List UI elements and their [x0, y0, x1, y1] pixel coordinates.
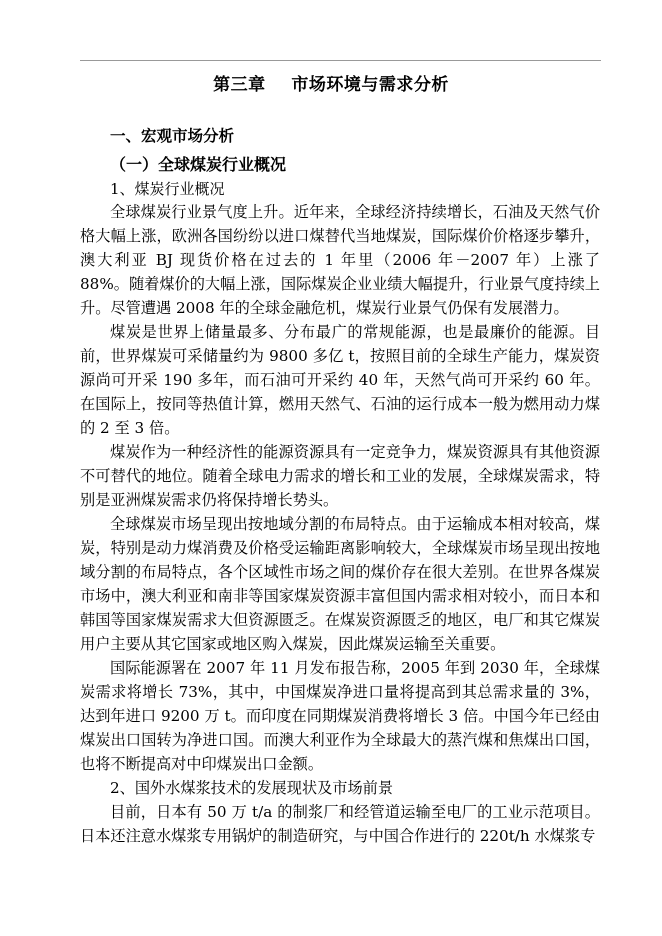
paragraph-3: 煤炭作为一种经济性的能源资源具有一定竞争力，煤炭资源具有其他资源不可替代的地位。随着全球电力需求的增长和工业的发展，全球煤炭需求，特别是亚洲煤炭需求仍将保持增长势头。	[80, 443, 600, 509]
item-heading-1: 1、煤炭行业概况	[110, 180, 225, 198]
section-heading: 一、宏观市场分析	[110, 127, 235, 145]
paragraph-1: 全球煤炭行业景气度上升。近年来，全球经济持续增长，石油及天然气价格大幅上涨，欧洲各国纷纷以进口煤替代当地煤炭，国际煤价价格逐步攀升，澳大利亚 BJ 现货价格在过去的 1 年里（2006 年－2007 年）上涨了 88%。随着煤价的大幅上涨，国际煤炭企业业绩大幅提升，行业景气度持续上升。尽管遭遇 2008 年的全球金融危机，煤炭行业景气仍保有发展潜力。	[80, 203, 600, 317]
paragraph-2: 煤炭是世界上储量最多、分布最广的常规能源，也是最廉价的能源。目前，世界煤炭可采储量约为 9800 多亿 t，按照目前的全球生产能力，煤炭资源尚可开采 190 多年，而石油可开采约 40 年，天然气尚可开采约 60 年。在国际上，按同等热值计算，燃用天然气、石油的运行成本一般为燃用动力煤的 2 至 3 倍。	[80, 323, 600, 437]
paragraph-5: 国际能源署在 2007 年 11 月发布报告称，2005 年到 2030 年，全球煤炭需求将增长 73%，其中，中国煤炭净进口量将提高到其总需求量的 3%，达到年进口 9200 万 t。而印度在同期煤炭消费将增长 3 倍。中国今年已经由煤炭出口国转为净进口国。而澳大利亚作为全球最大的蒸汽煤和焦煤出口国，也将不断提高对中印煤炭出口金额。	[80, 659, 600, 773]
subsection-heading: （一）全球煤炭行业概况	[110, 155, 287, 174]
chapter-title: 第三章 市场环境与需求分析	[213, 75, 449, 95]
body-text	[80, 200, 600, 848]
paragraph-6: 目前，日本有 50 万 t/a 的制浆厂和经管道运输至电厂的工业示范项目。日本还注意水煤浆专用锅炉的制造研究，与中国合作进行的 220t/h 水煤浆专	[80, 803, 600, 845]
item-heading-2: 2、国外水煤浆技术的发展现状及市场前景	[110, 779, 394, 797]
paragraph-4: 全球煤炭市场呈现出按地域分割的布局特点。由于运输成本相对较高，煤炭，特别是动力煤消费及价格受运输距离影响较大，全球煤炭市场呈现出按地域分割的布局特点，各个区域性市场之间的煤价存在很大差别。在世界各煤炭市场中，澳大利亚和南非等国家煤炭资源丰富但国内需求相对较小，而日本和韩国等国家煤炭需求大但资源匮乏。在煤炭资源匮乏的地区，电厂和其它煤炭用户主要从其它国家或地区购入煤炭，因此煤炭运输至关重要。	[80, 515, 600, 653]
header-rule	[80, 60, 601, 61]
